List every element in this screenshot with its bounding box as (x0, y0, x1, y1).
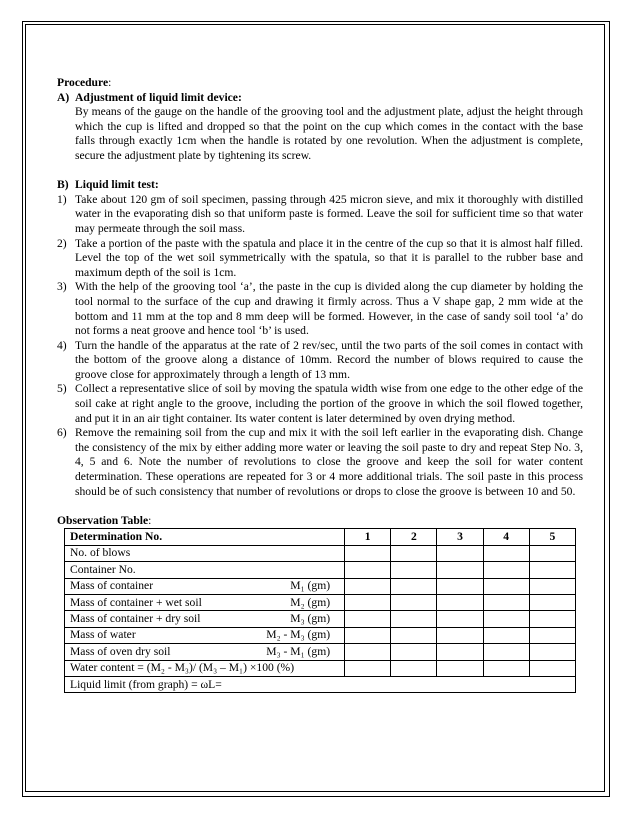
data-cell[interactable] (483, 594, 529, 610)
header-label: Determination No. (65, 529, 345, 545)
section-a-title: Adjustment of liquid limit device: (75, 90, 242, 104)
table-row (65, 627, 576, 643)
list-item (57, 280, 583, 338)
step-number: 6) (57, 426, 67, 440)
data-cell[interactable] (529, 644, 575, 660)
data-cell[interactable] (483, 644, 529, 660)
header-col-2: 2 (391, 529, 437, 545)
data-cell[interactable] (391, 545, 437, 561)
list-item (57, 339, 583, 383)
data-cell[interactable] (437, 660, 483, 676)
data-cell[interactable] (483, 578, 529, 594)
row-unit: M₂ - M₃ (gm) (266, 628, 331, 642)
row-label-cell (65, 611, 345, 627)
step-text: With the help of the grooving tool ‘a’, the paste in the cup is divided along the cup diameter by holding the tool normal to the surface of the cup and drawing it firmly across. Thus a V shape gap, 2 mm wide at the bottom and 11 mm at the top and 8 mm deep will be formed. However, in the case of sandy soil tool ‘a’ do not forms a neat groove and hence tool ‘b’ is used. (75, 280, 583, 338)
data-cell[interactable] (391, 627, 437, 643)
data-cell[interactable] (437, 545, 483, 561)
table-row (65, 594, 576, 610)
list-item (57, 382, 583, 426)
data-cell[interactable] (345, 660, 391, 676)
data-cell[interactable] (437, 578, 483, 594)
row-label: Mass of container + wet soil (70, 595, 202, 609)
row-label-cell (65, 644, 345, 660)
step-text: Take about 120 gm of soil specimen, passing through 425 micron sieve, and mix it thoroughly with distilled water in the evaporating dish so that uniform paste is formed. Leave the soil for sufficient time so that water may permeate through the soil mass. (75, 192, 583, 235)
list-item (57, 193, 583, 237)
section-b-title: Liquid limit test: (75, 178, 159, 192)
step-text: Take a portion of the paste with the spatula and place it in the centre of the cup so that it is almost half filled. Level the top of the wet soil symmetrically with the spatula, so that it is parallel to the rubber base and maximum depth of the soil is 1cm. (75, 236, 583, 279)
table-row (65, 660, 576, 676)
procedure-colon: : (108, 76, 112, 89)
section-a-text: By means of the gauge on the handle of the grooving tool and the adjustment plate, adjust the height through which the cup is lifted and dropped so that the point on the cup which comes in the contact with the base falls through exactly 1cm when the handle is rotated by one revolution. When the adjustment is complete, secure the adjustment plate by tightening its screw. (75, 105, 583, 162)
data-cell[interactable] (345, 562, 391, 578)
data-cell[interactable] (391, 594, 437, 610)
data-cell[interactable] (437, 611, 483, 627)
procedure-label: Procedure (57, 76, 109, 89)
section-a-letter: A) (57, 90, 70, 104)
document-body (57, 76, 583, 693)
list-item (57, 426, 583, 499)
data-cell[interactable] (529, 611, 575, 627)
table-row (65, 545, 576, 561)
data-cell[interactable] (391, 562, 437, 578)
step-number: 2) (57, 236, 67, 250)
row-label-cell (65, 545, 345, 561)
data-cell[interactable] (345, 545, 391, 561)
row-label-cell (65, 676, 576, 692)
row-label-cell (65, 562, 345, 578)
data-cell[interactable] (483, 562, 529, 578)
data-cell[interactable] (345, 644, 391, 660)
data-cell[interactable] (529, 660, 575, 676)
procedure-heading (57, 76, 583, 91)
step-number: 5) (57, 382, 67, 396)
data-cell[interactable] (345, 627, 391, 643)
data-cell[interactable] (483, 627, 529, 643)
table-row (65, 562, 576, 578)
observation-table (64, 528, 576, 693)
step-number: 1) (57, 192, 67, 206)
step-text: Collect a representative slice of soil by moving the spatula width wise from one edge to the other edge of the soil cake at right angle to the groove, including the portion of the groove in which the soil flowed together, and put it in an air tight container. Its water content is later determined by oven drying method. (75, 382, 583, 425)
row-label-cell (65, 627, 345, 643)
data-cell[interactable] (345, 578, 391, 594)
row-label: Mass of container + dry soil (70, 612, 201, 626)
data-cell[interactable] (391, 578, 437, 594)
data-cell[interactable] (391, 611, 437, 627)
data-cell[interactable] (391, 644, 437, 660)
data-cell[interactable] (529, 545, 575, 561)
steps-list (57, 193, 583, 499)
table-row (65, 611, 576, 627)
row-label: Mass of oven dry soil (70, 644, 171, 658)
table-row (65, 578, 576, 594)
row-label-cell (65, 594, 345, 610)
data-cell[interactable] (483, 545, 529, 561)
data-cell[interactable] (529, 627, 575, 643)
step-text: Remove the remaining soil from the cup and mix it with the soil left earlier in the evaporating dish. Change the consistency of the mix by either adding more water or leaving the soil paste to dry and repeat Step No. 3, 4, 5 and 6. Note the number of revolutions to close the groove and keep the soil for water content determination. These operations are repeated for 3 or 4 more additional trials. The soil paste in this process should be of such consistency that number of revolutions or drops to close the groove is between 10 and 50. (75, 426, 583, 498)
row-label: Liquid limit (from graph) = ωL= (70, 677, 222, 691)
step-text: Turn the handle of the apparatus at the rate of 2 rev/sec, until the two parts of the soil comes in contact with the bottom of the groove along a distance of 10mm. Record the number of blows required to cause the groove close for approximately through a length of 13 mm. (75, 338, 583, 381)
row-unit: M₁ (gm) (290, 579, 331, 593)
section-a-heading (57, 91, 583, 106)
table-row (65, 644, 576, 660)
header-col-1: 1 (345, 529, 391, 545)
row-label-cell (65, 660, 345, 676)
data-cell[interactable] (391, 660, 437, 676)
list-item (57, 237, 583, 281)
data-cell[interactable] (345, 594, 391, 610)
row-label: Water content = (M₂ - M₃)/ (M₃ – M₁) ×100 (%) (70, 661, 295, 675)
row-unit: M₃ - M₁ (gm) (266, 644, 331, 658)
row-label: Container No. (70, 562, 136, 576)
row-label: No. of blows (70, 546, 131, 560)
table-header-row (65, 529, 576, 545)
data-cell[interactable] (529, 562, 575, 578)
data-cell[interactable] (437, 562, 483, 578)
data-cell[interactable] (529, 594, 575, 610)
observation-colon: : (148, 513, 152, 527)
data-cell[interactable] (529, 578, 575, 594)
row-unit: M₂ (gm) (290, 595, 331, 609)
section-b-letter: B) (57, 178, 69, 192)
table-row (65, 676, 576, 692)
observation-title: Observation Table (57, 513, 149, 527)
step-number: 3) (57, 280, 67, 294)
data-cell[interactable] (345, 611, 391, 627)
data-cell[interactable] (437, 627, 483, 643)
row-unit: M₃ (gm) (290, 612, 331, 626)
spacer (57, 164, 583, 179)
header-col-3: 3 (437, 529, 483, 545)
data-cell[interactable] (437, 594, 483, 610)
observation-heading (57, 514, 583, 529)
data-cell[interactable] (483, 611, 529, 627)
step-number: 4) (57, 338, 67, 352)
data-cell[interactable] (437, 644, 483, 660)
header-col-5: 5 (529, 529, 575, 545)
row-label: Mass of container (70, 579, 154, 593)
data-cell[interactable] (483, 660, 529, 676)
header-col-4: 4 (483, 529, 529, 545)
row-label: Mass of water (70, 628, 136, 642)
section-b-heading (57, 178, 583, 193)
row-label-cell (65, 578, 345, 594)
